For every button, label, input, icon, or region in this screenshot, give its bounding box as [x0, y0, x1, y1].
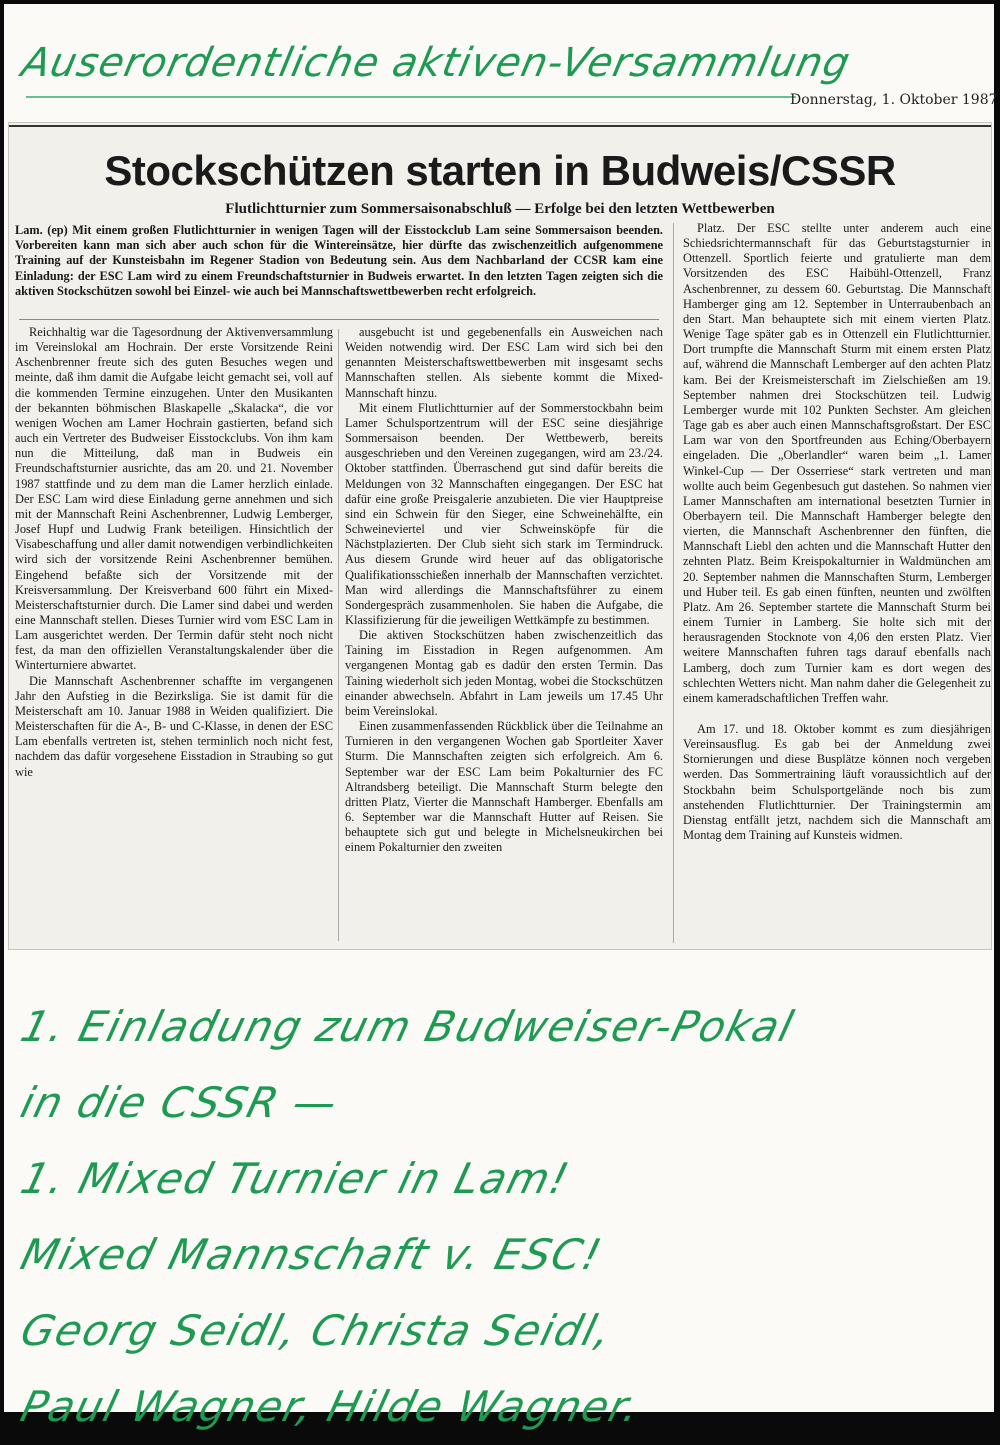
column-divider: [338, 329, 339, 941]
column-divider: [673, 223, 674, 943]
paragraph: Die Mannschaft Aschenbrenner schaffte im vergangenen Jahr den Aufstieg in die Bezirksliga. Sie ist damit für die Meisterschaft am 10. Januar 1988 in Weiden qualifiziert. Die Meisterschaften für die A-, B- und C-Klasse, in denen der ESC Lam ebenfalls vertreten ist, stehen terminlich noch nicht fest, nachdem das dafür vorgesehene Eisstadion in Straubing so gut wie: [15, 673, 333, 779]
article-lead: Lam. (ep) Mit einem großen Flutlichtturnier in wenigen Tagen will der Eisstockclub Lam seine Sommersaison beenden. Vorbereiten kann man sich aber auch schon für die Wintereinsätze, hier dürfte das zwischenzeitlich aufgenommene Training auf der Kunsteisbahn im Regener Stadion von Bedeutung sein. Aus dem Nachbarland der CCSR kam eine Einladung: der ESC Lam wird zu einem Freundschaftsturnier in Budweis erwartet. In den letzten Tagen zeigten sich die aktiven Stockschützen sowohl bei Einzel- wie auch bei Mannschaftswettbewerben recht erfolgreich.: [15, 223, 663, 298]
article-subheadline: Flutlichtturnier zum Sommersaisonabschluß — Erfolge bei den letzten Wettbewerben: [225, 201, 775, 217]
clipping-top-rule: [9, 125, 991, 127]
paragraph: Einen zusammenfassenden Rückblick über die Teilnahme an Turnieren in den vergangenen Wochen gab Sportleiter Xaver Sturm. Die Mannschaften zeigten sich erfolgreich. Am 6. September war der ESC Lam beim Pokalturnier des FC Altrandsberg beteiligt. Die Mannschaft Sturm belegte den dritten Platz, Vierter die Mannschaft Hamberger. Ebenfalls am 6. September war die Mannschaft Hutter auf Reisen. Sie behauptete sich gut und belegte in Michelsneukirchen bei einem Pokalturnier den zweiten: [345, 719, 663, 855]
article-column-3: [683, 221, 991, 843]
article-headline: Stockschützen starten in Budweis/CSSR: [104, 147, 896, 194]
article-column-2: [345, 325, 663, 855]
handwritten-title: Auserordentliche aktiven-Versammlung: [17, 40, 855, 86]
handwritten-notes: [16, 989, 982, 1445]
paragraph: ausgebucht ist und gegebenenfalls ein Ausweichen nach Weiden notwendig wird. Der ESC Lam wird sich bei den genannten Meisterschaftswettbewerben mit insgesamt sechs Mannschaften stellen. Als siebente kommt die Mixed-Mannschaft hinzu.: [345, 325, 663, 400]
note-line-4: Mixed Mannschaft v. ESC!: [16, 1230, 608, 1279]
note-line-6: Paul Wagner, Hilde Wagner.: [16, 1382, 646, 1431]
paragraph: Mit einem Flutlichtturnier auf der Sommerstockbahn beim Lamer Schulsportzentrum will der ESC seine diesjährige Sommersaison beenden. Der Wettbewerb, bereits ausgeschrieben und den Vereinen zugegangen, wird am 23./24. Oktober stattfinden. Überraschend gut sind dafür bereits die Meldungen von 32 Mannschaften eingegangen. Der ESC hat dafür eine große Preisgalerie anzubieten. Die vier Hauptpreise sind ein Schwein für den Sieger, eine Schweinehälfte, ein Schweineviertel und vier Schweinsköpfe für die Nächstplazierten. Der Club sieht sich stark im Termindruck. Aus diesem Grunde wird heuer auf das obligatorische Qualifikationsschießen innerhalb der Mannschaften verzichtet. Man wird allerdings die Mannschaftsführer zu einem Sondergespräch zusammenholen. Sie haben die Aufgabe, die Klassifizierung für die jeweiligen Wettkämpfe zu bestimmen.: [345, 400, 663, 627]
note-line-1: 1. Einladung zum Budweiser-Pokal: [16, 1002, 800, 1051]
paragraph: Platz. Der ESC stellte unter anderem auch eine Schiedsrichtermannschaft für das Geburtstagsturnier in Ottenzell. Sportlich feierte und gratulierte man dem Vorsitzenden des ESC Haibühl-Ottenzell, Franz Aschenbrenner, zu dessem 60. Geburtstag. Die Mannschaft Hamberger ging am 12. September in Unterraubenbach an den Start. Man behauptete sich mit einem vierten Platz. Wenige Tage später gab es in Ottenzell ein Flutlichtturnier. Dort trumpfte die Mannschaft Sturm mit einem ersten Platz auf, während die Mannschaft Lemberger auf den achten Platz kam. Bei der Kreismeisterschaft im Zielschießen am 19. September nahmen drei Stockschützen teil. Ludwig Lemberger wurde mit 102 Punkten Sechster. Am gleichen Tage gab es aber auch einen Mannschaftsgroßstart. Der ESC Lam war von den Sportfreunden aus Eching/Oberbayern eingeladen. Die „Oberlandler“ waren beim „1. Lamer Winkel-Cup — Der Osserriese“ stark vertreten und man wollte auch beim Gegenbesuch gut dastehen. So nahmen vier Lamer Mannschaften am international besetzten Turnier in Oberbayern teil. Die Mannschaft Hamberger belegte den vierten, die Mannschaft Aschenbrenner den fünften, die Mannschaft Liebl den achten und die Mannschaft Hutter den zehnten Platz. Beim Kreispokalturnier in Waldmünchen am 20. September nahmen die Mannschaften Sturm, Lemberger und Huber teil. Es gab einen fünften, neunten und zwölften Platz. Am 26. September startete die Mannschaft Sturm bei einem Turnier in Lamberg. Sie holte sich mit der herausragenden Stocknote von 4,06 den ersten Platz. Vier weitere Mannschaften fuhren tags darauf ebenfalls nach Lamberg, doch zum Turnier kam es dort wegen des schlechten Wetters nicht. Man nahm daher die Gelegenheit zu einem kameradschaftlichen Treffen wahr.: [683, 221, 991, 705]
paragraph: Am 17. und 18. Oktober kommt es zum diesjährigen Vereinsausflug. Es gab bei der Anmeldung zwei Stornierungen und diese Busplätze können noch vergeben werden. Das Sommertraining läuft voraussichtlich auf der Stockbahn beim Schulsportgelände noch bis zum anstehenden Flutlichtturnier. Der Trainingstermin am Dienstag entfällt jetzt, nachdem sich die Mannschaft am Montag dem Training auf Kunsteis widmen.: [683, 722, 991, 843]
note-line-3: 1. Mixed Turnier in Lam!: [16, 1154, 575, 1203]
handwritten-underline: [26, 96, 796, 98]
article-column-1: [15, 325, 333, 780]
newspaper-clipping: [8, 122, 992, 950]
lead-divider: [19, 319, 659, 320]
note-line-5: Georg Seidl, Christa Seidl,: [16, 1306, 618, 1355]
scrapbook-page: [4, 4, 998, 1431]
note-line-2: in die CSSR —: [16, 1078, 344, 1127]
paragraph: Reichhaltig war die Tagesordnung der Aktivenversammlung im Vereinslokal am Hochrain. Der erste Vorsitzende Reini Aschenbrenner freute sich des guten Besuches wegen und meinte, daß ihm damit die Aufgabe leicht gemacht sei, voll auf die kommenden Termine einzugehen. Unter den Musikanten der bekannten böhmischen Blaskapelle „Skalacka“, die vor wenigen Wochen am Lamer Hochrain gastierten, befand sich auch ein Vertreter des Budweiser Eisstockclubs. Von ihm kam nun die Mitteilung, daß man in Budweis ein Freundschaftsturnier ausrichte, das am 20. und 21. November 1987 stattfinde und zu dem man die Lamer herzlich einlade. Der ESC Lam wird diese Einladung gerne annehmen und sich mit der Mannschaft Reini Aschenbrenner, Ludwig Lemberger, Josef Hupf und Ludwig Frank beteiligen. Hinsichtlich der Visabeschaffung und aller damit notwendigen verbindlichkeiten wird sich der vorsitzende Reini Aschenbrenner bemühen. Eingehend befaßte sich der Vorsitzende mit der Kreisversammlung. Der Kreisverband 600 führt ein Mixed-Meisterschaftsturnier durch. Die Lamer sind dabei und werden eine Mannschaft stellen. Dieses Turnier wird vom ESC Lam in Lam ausgerichtet werden. Der Termin dafür steht noch nicht fest, da man den offiziellen Veranstaltungskalender über die Winterturniere abwartet.: [15, 325, 333, 673]
paragraph: Die aktiven Stockschützen haben zwischenzeitlich das Taining im Eisstadion in Regen aufgenommen. Am vergangenen Montag gab es dadür den ersten Termin. Das Taining wiederholt sich jeden Montag, wobei die Stockschützen einander abwechseln. Abfahrt in Lam jeweils um 17.45 Uhr beim Vereinslokal.: [345, 628, 663, 718]
newspaper-date: Donnerstag, 1. Oktober 1987: [790, 92, 998, 108]
